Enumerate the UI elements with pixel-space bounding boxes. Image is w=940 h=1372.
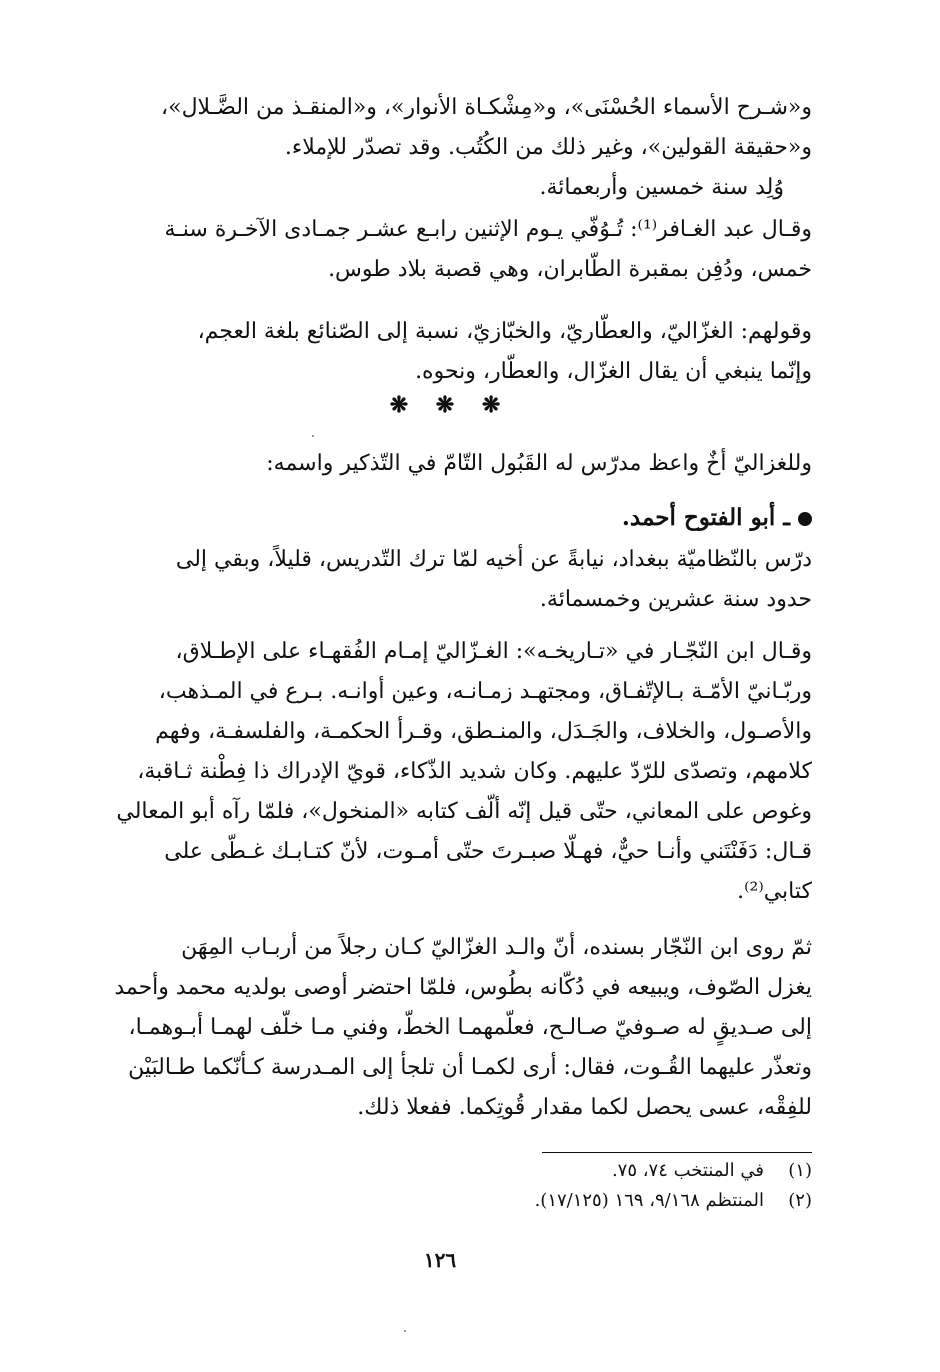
text-line: وغوص على المعاني، حتّى قيل إنّه ألّف كتابه «المنخول»، فلمّا رآه أبو المعالي (116, 799, 812, 824)
footnote-text: المنتظم ٩/١٦٨، ١٦٩ (١٧/١٢٥). (534, 1190, 764, 1211)
text-line: يغزل الصّوف، ويبيعه في دُكّانه بطُوس، فلمّا احتضر أوصى بولديه محمد وأحمد (114, 975, 812, 1000)
text-line: وقـال ابن النّجّـار في «تـاريخـه»: الغـزّاليّ إمـام الفُقهـاء على الإطـلاق، (175, 639, 812, 664)
footnote-text: في المنتخب ٧٤، ٧٥. (611, 1160, 764, 1181)
text-line: خمس، ودُفِن بمقبرة الطّابران، وهي قصبة بلاد طوس. (328, 257, 812, 282)
footnote-number: (١) (788, 1160, 812, 1181)
page-number: ١٢٦ (423, 1248, 457, 1272)
text-line: وتعذّر عليهما القُـوت، فقال: أرى لكمـا أن تلجأ إلى المـدرسة كـأنّكما طـالبَيْن (128, 1055, 812, 1080)
text-line: حدود سنة عشرين وخمسمائة. (539, 587, 812, 612)
text-line: كلامهم، وتصدّى للرّدّ عليهم. وكان شديد الذّكاء، قويّ الإدراك ذا فِطْنة ثـاقبة، (137, 759, 812, 784)
text-line: قـال: دَفَنْتَني وأنـا حيٌّ، فهـلّا صبـرتَ حتّى أمـوت، لأنّ كتـابـك غـطّى على (164, 839, 812, 864)
text-line: درّس بالنّظاميّة ببغداد، نيابةً عن أخيه لمّا ترك التّدريس، قليلاً، وبقي إلى (175, 547, 812, 572)
paragraph-7 (88, 928, 812, 1128)
footnote-divider (542, 1152, 812, 1153)
text-line: وربّـانيّ الأمّـة بـالإتّفـاق، ومجتهـد زمـانـه، وعين أوانـه. بـرع في المـذهب، (158, 679, 812, 704)
scan-speck (404, 1330, 406, 1332)
bullet-heading (88, 498, 812, 538)
footnote-2 (88, 1186, 812, 1216)
paragraph-6 (88, 632, 812, 912)
paragraph-3 (88, 312, 812, 392)
text-line: و«حقيقة القولين»، وغير ذلك من الكُتُب. وقد تصدّر للإملاء. (284, 135, 812, 160)
heading-text: ـ أبو الفتوح أحمد. (621, 504, 790, 531)
footnotes (88, 1156, 812, 1216)
section-separator: ❋ ❋ ❋ (389, 392, 511, 418)
text-line: وقولهم: الغزّاليّ، والعطّاريّ، والخبّازيّ، نسبة إلى الصّنائع بلغة العجم، (197, 319, 812, 344)
paragraph-4 (88, 444, 812, 484)
text-line: و«شـرح الأسماء الحُسْنَى»، و«مِشْكـاة الأنوار»، و«المنقـذ من الضَّـلال»، (161, 95, 812, 120)
text-line: للفِقْه، عسى يحصل لكما مقدار قُوتِكما. ففعلا ذلك. (357, 1095, 812, 1120)
text-line: ثمّ روى ابن النّجّار بسنده، أنّ والـد الغزّاليّ كـان رجلاً من أربـاب المِهَن (181, 935, 812, 960)
paragraph-5 (88, 540, 812, 620)
text-line: وقـال عبد الغـافر⁽¹⁾: تُـوُفّي يـوم الإثنين رابـع عشـر جمـادى الآخـرة سنـة (164, 217, 812, 242)
text-line: إلى صـديقٍ له صـوفيّ صـالـح، فعلّمهمـا الخطّ، وفني مـا خلّف لهمـا أبـوهمـا، (128, 1015, 812, 1040)
footnote-1 (88, 1156, 812, 1186)
text-line: وإنّما ينبغي أن يقال الغزّال، والعطّار، ونحوه. (415, 359, 812, 384)
text-line: وُلِد سنة خمسين وأربعمائة. (539, 175, 784, 200)
text-line: وللغزاليّ أخٌ واعظ مدرّس له القَبُول التّامّ في التّذكير واسمه: (266, 451, 812, 476)
bullet-icon (798, 512, 812, 526)
paragraph-1 (88, 88, 812, 208)
paragraph-2 (88, 210, 812, 290)
scan-speck (312, 435, 314, 437)
text-line: والأصـول، والخلاف، والجَـدَل، والمنـطق، وقـرأ الحكمـة، والفلسفـة، وفهم (155, 719, 812, 744)
text-line: كتابي⁽²⁾. (737, 879, 812, 904)
footnote-number: (٢) (788, 1190, 812, 1211)
